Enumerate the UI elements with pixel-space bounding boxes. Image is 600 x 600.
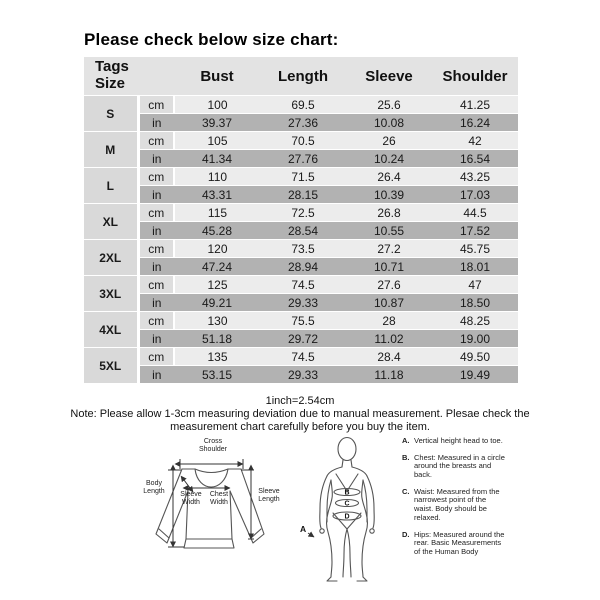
unit-cm-label: cm (138, 132, 174, 150)
column-header-bust: Bust (174, 57, 260, 96)
value-cm-shoulder: 42 (432, 132, 518, 150)
value-in-shoulder: 16.54 (432, 150, 518, 168)
value-cm-bust: 135 (174, 348, 260, 366)
value-cm-length: 74.5 (260, 348, 346, 366)
garment-diagram (140, 436, 285, 578)
value-cm-sleeve: 26 (346, 132, 432, 150)
cross-shoulder-label: Cross Shoulder (198, 438, 228, 453)
page-title: Please check below size chart: (84, 30, 339, 49)
sweater-outline (156, 469, 264, 548)
value-in-length: 28.94 (260, 258, 346, 276)
size-label-l: L (84, 168, 138, 204)
tags-size-header (84, 57, 174, 96)
unit-in-label: in (138, 114, 174, 132)
guide-item-d (402, 531, 506, 557)
guide-text: Waist: Measured from the narrowest point of the waist. Body should be relaxed. (414, 486, 500, 522)
sleeve-width-label: Sleeve Width (180, 491, 202, 506)
value-cm-bust: 110 (174, 168, 260, 186)
size-row-in-2xl (84, 258, 518, 276)
value-in-shoulder: 18.50 (432, 294, 518, 312)
unit-in-label: in (138, 150, 174, 168)
unit-in-label: in (138, 366, 174, 384)
value-in-bust: 41.34 (174, 150, 260, 168)
size-label-s: S (84, 96, 138, 132)
value-in-sleeve: 10.08 (346, 114, 432, 132)
value-in-length: 28.15 (260, 186, 346, 204)
value-cm-sleeve: 25.6 (346, 96, 432, 114)
size-table-header-row (84, 57, 518, 96)
garment-diagram-svg (140, 436, 285, 578)
unit-cm-label: cm (138, 240, 174, 258)
size-label-4xl: 4XL (84, 312, 138, 348)
value-cm-length: 70.5 (260, 132, 346, 150)
note-line-1: Note: Please allow 1-3cm measuring deviation due to manual measurement. Plesae check the (70, 408, 530, 420)
value-in-shoulder: 18.01 (432, 258, 518, 276)
guide-key: B. (402, 452, 410, 462)
size-row-cm-xl (84, 204, 518, 222)
size-table-body (84, 96, 518, 384)
value-in-length: 29.72 (260, 330, 346, 348)
size-row-in-xl (84, 222, 518, 240)
value-cm-length: 72.5 (260, 204, 346, 222)
value-cm-shoulder: 48.25 (432, 312, 518, 330)
marker-c: C (344, 500, 350, 508)
size-row-cm-5xl (84, 348, 518, 366)
marker-b: B (344, 489, 350, 497)
size-row-in-m (84, 150, 518, 168)
size-label-2xl: 2XL (84, 240, 138, 276)
size-label-xl: XL (84, 204, 138, 240)
note-line-2: measurement chart carefully before you buy the item. (170, 421, 430, 433)
value-in-length: 29.33 (260, 294, 346, 312)
size-row-cm-4xl (84, 312, 518, 330)
value-cm-sleeve: 28 (346, 312, 432, 330)
value-in-length: 28.54 (260, 222, 346, 240)
value-in-bust: 39.37 (174, 114, 260, 132)
marker-d: D (344, 513, 350, 521)
tags-label: Tags (95, 58, 129, 76)
guide-text: Vertical height head to toe. (414, 436, 503, 445)
value-cm-bust: 120 (174, 240, 260, 258)
notes-block (0, 395, 600, 434)
unit-in-label: in (138, 294, 174, 312)
value-in-sleeve: 10.39 (346, 186, 432, 204)
cross-shoulder-arrow (180, 459, 243, 469)
value-cm-shoulder: 43.25 (432, 168, 518, 186)
value-cm-sleeve: 26.4 (346, 168, 432, 186)
value-in-sleeve: 10.24 (346, 150, 432, 168)
marker-a: A (300, 524, 307, 534)
size-row-cm-m (84, 132, 518, 150)
value-cm-length: 73.5 (260, 240, 346, 258)
size-label-3xl: 3XL (84, 276, 138, 312)
value-cm-bust: 115 (174, 204, 260, 222)
value-in-shoulder: 19.49 (432, 366, 518, 384)
unit-in-label: in (138, 186, 174, 204)
value-in-sleeve: 10.55 (346, 222, 432, 240)
value-in-bust: 45.28 (174, 222, 260, 240)
size-row-in-5xl (84, 366, 518, 384)
value-in-bust: 49.21 (174, 294, 260, 312)
unit-in-label: in (138, 222, 174, 240)
unit-cm-label: cm (138, 168, 174, 186)
value-in-length: 27.76 (260, 150, 346, 168)
size-row-in-l (84, 186, 518, 204)
unit-cm-label: cm (138, 204, 174, 222)
body-diagram-svg (298, 436, 398, 582)
guide-key: C. (402, 486, 410, 496)
value-in-bust: 43.31 (174, 186, 260, 204)
size-label-header: Size (95, 75, 126, 92)
body-outline (320, 438, 375, 582)
guide-key: D. (402, 529, 410, 539)
value-cm-shoulder: 41.25 (432, 96, 518, 114)
value-in-sleeve: 10.87 (346, 294, 432, 312)
value-cm-sleeve: 27.6 (346, 276, 432, 294)
unit-in-label: in (138, 330, 174, 348)
size-row-in-4xl (84, 330, 518, 348)
value-in-shoulder: 17.52 (432, 222, 518, 240)
value-in-shoulder: 16.24 (432, 114, 518, 132)
value-cm-sleeve: 28.4 (346, 348, 432, 366)
value-cm-bust: 105 (174, 132, 260, 150)
guide-text: Hips: Measured around the rear. Basic Measurements of the Human Body (414, 529, 505, 556)
guide-text: Chest: Measured in a circle around the breasts and back. (414, 452, 505, 480)
measuring-guide (402, 437, 506, 565)
column-header-length: Length (260, 57, 346, 96)
sleeve-length-label: Sleeve Length (258, 488, 280, 503)
chest-width-label: Chest Width (209, 491, 229, 506)
unit-cm-label: cm (138, 276, 174, 294)
value-in-sleeve: 10.71 (346, 258, 432, 276)
value-cm-sleeve: 27.2 (346, 240, 432, 258)
value-in-shoulder: 17.03 (432, 186, 518, 204)
body-diagram (298, 436, 398, 582)
size-row-cm-3xl (84, 276, 518, 294)
size-row-cm-l (84, 168, 518, 186)
value-in-sleeve: 11.02 (346, 330, 432, 348)
value-in-bust: 51.18 (174, 330, 260, 348)
size-row-cm-2xl (84, 240, 518, 258)
value-cm-bust: 130 (174, 312, 260, 330)
marker-a-arrow (308, 533, 314, 537)
size-row-cm-s (84, 96, 518, 114)
value-in-shoulder: 19.00 (432, 330, 518, 348)
size-label-5xl: 5XL (84, 348, 138, 384)
guide-item-b (402, 454, 506, 480)
size-row-in-3xl (84, 294, 518, 312)
unit-in-label: in (138, 258, 174, 276)
guide-item-c (402, 488, 506, 523)
value-cm-bust: 125 (174, 276, 260, 294)
size-label-m: M (84, 132, 138, 168)
conversion-note: 1inch=2.54cm (265, 395, 335, 407)
value-cm-shoulder: 47 (432, 276, 518, 294)
value-in-bust: 53.15 (174, 366, 260, 384)
body-length-label: Body Length (143, 480, 165, 495)
size-row-in-s (84, 114, 518, 132)
value-cm-length: 74.5 (260, 276, 346, 294)
guide-key: A. (402, 436, 410, 445)
column-header-shoulder: Shoulder (432, 57, 518, 96)
unit-cm-label: cm (138, 96, 174, 114)
value-cm-shoulder: 44.5 (432, 204, 518, 222)
value-cm-length: 71.5 (260, 168, 346, 186)
value-cm-shoulder: 49.50 (432, 348, 518, 366)
value-cm-length: 75.5 (260, 312, 346, 330)
value-cm-shoulder: 45.75 (432, 240, 518, 258)
value-cm-bust: 100 (174, 96, 260, 114)
size-table (84, 57, 518, 383)
sleeve-length-arrow (241, 470, 254, 539)
value-cm-length: 69.5 (260, 96, 346, 114)
column-header-sleeve: Sleeve (346, 57, 432, 96)
unit-cm-label: cm (138, 348, 174, 366)
value-in-length: 27.36 (260, 114, 346, 132)
guide-item-a (402, 437, 506, 446)
value-in-sleeve: 11.18 (346, 366, 432, 384)
value-in-bust: 47.24 (174, 258, 260, 276)
value-cm-sleeve: 26.8 (346, 204, 432, 222)
value-in-length: 29.33 (260, 366, 346, 384)
unit-cm-label: cm (138, 312, 174, 330)
